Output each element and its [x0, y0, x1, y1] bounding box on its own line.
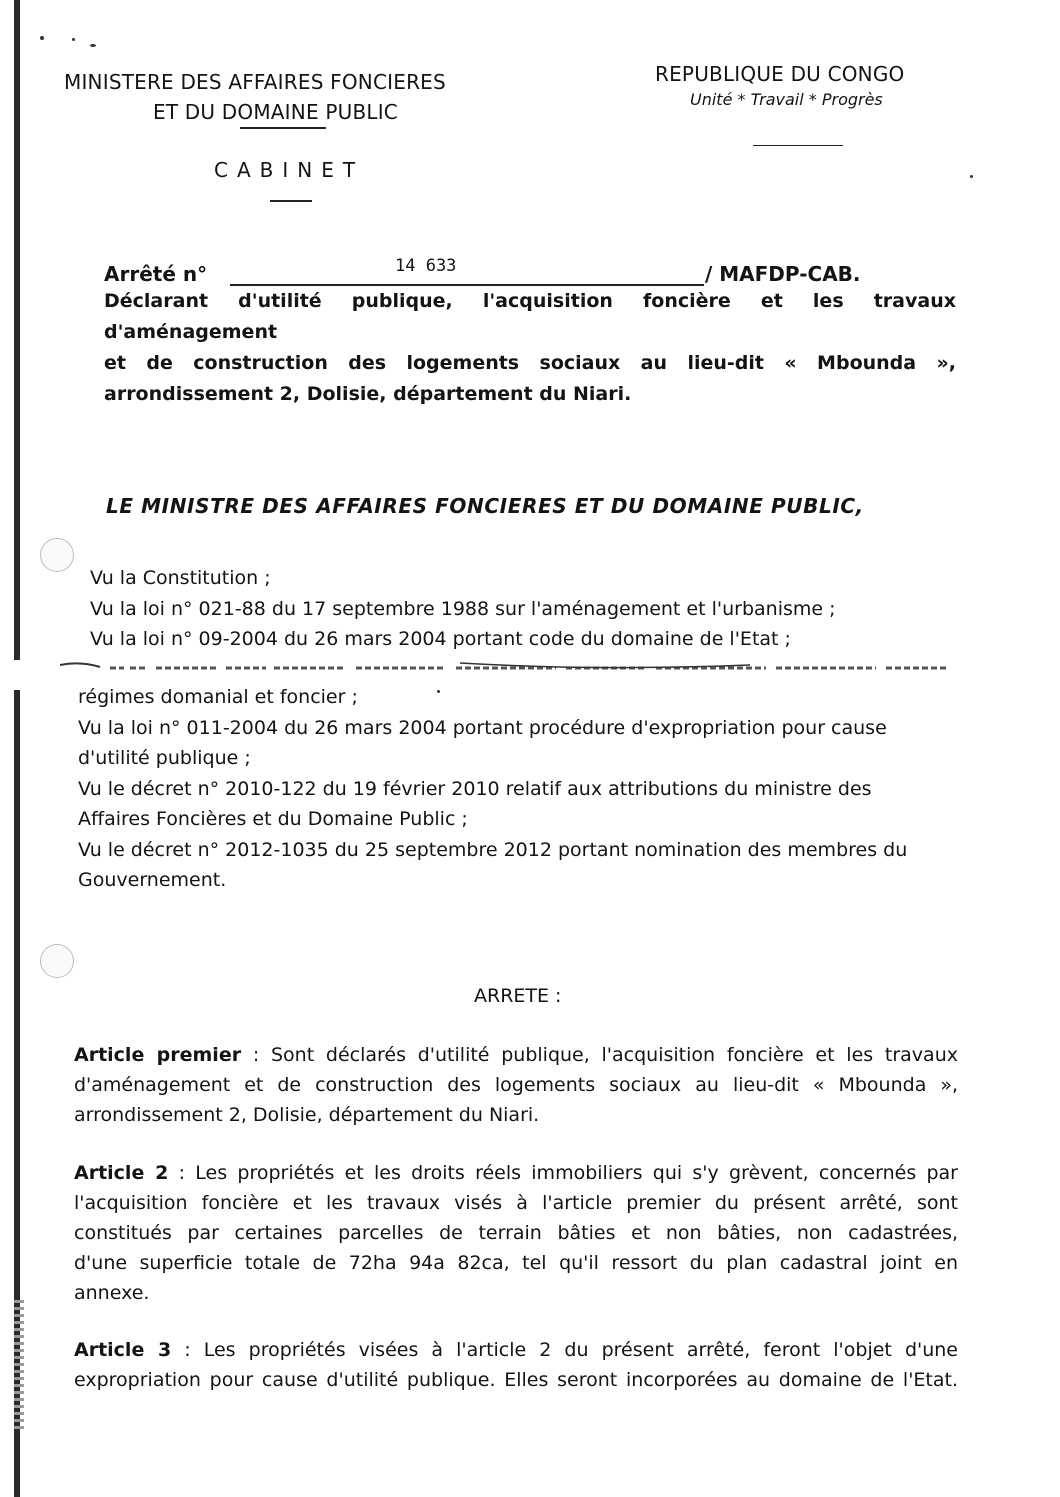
national-motto: Unité * Travail * Progrès [690, 90, 883, 109]
ministry-line-2: ET DU DOMAINE PUBLIC [153, 100, 398, 124]
punch-hole-bottom [40, 944, 74, 978]
consideration-line: d'utilité publique ; [78, 747, 251, 769]
punch-hole-top [40, 538, 74, 572]
consideration-line: régimes domanial et foncier ; [78, 686, 358, 708]
scan-speck [970, 175, 973, 178]
article-line: Article 3 : Les propriétés visées à l'article 2 du présent arrêté, feront l'objet d'une [74, 1339, 958, 1361]
consideration-line: Vu le décret n° 2010-122 du 19 février 2010 relatif aux attributions du ministre des [78, 777, 872, 800]
scan-speck [40, 36, 44, 40]
scan-edge-dots [14, 1300, 24, 1430]
consideration-line: Vu la loi n° 011-2004 du 26 mars 2004 portant procédure d'expropriation pour cause [78, 716, 887, 739]
cabinet-label: CABINET [214, 158, 365, 182]
article-2 [74, 1158, 958, 1308]
decree-title-line: arrondissement 2, Dolisie, département du Niari. [104, 383, 632, 405]
article-line: annexe. [74, 1282, 150, 1304]
article-line: expropriation pour cause d'utilité publique. Elles seront incorporées au domaine de l'Etat. [74, 1369, 958, 1391]
scan-edge-gap [14, 660, 20, 690]
struck-line-fragment [60, 658, 960, 672]
consideration-line: Vu la Constitution ; [90, 567, 271, 589]
article-line: arrondissement 2, Dolisie, département du Niari. [74, 1104, 540, 1126]
scan-speck [437, 690, 440, 693]
decree-title [104, 286, 956, 410]
arrete-heading: ARRETE : [474, 985, 562, 1007]
consideration-line: Vu la loi n° 021-88 du 17 septembre 1988 sur l'aménagement et l'urbanisme ; [90, 597, 836, 620]
header-underline [240, 127, 326, 129]
article-label: Article 3 [74, 1339, 172, 1361]
article-line: d'une superficie totale de 72ha 94a 82ca, tel qu'il ressort du plan cadastral joint en [74, 1252, 958, 1274]
article-line: constitués par certaines parcelles de terrain bâties et non bâties, non cadastrées, [74, 1222, 958, 1244]
struck-line-strokes [60, 659, 960, 672]
consideration-line: Gouvernement. [78, 869, 227, 891]
decree-title-line: et de construction des logements sociaux au lieu-dit « Mbounda », [104, 352, 956, 374]
arrete-number: 14 633 [395, 256, 457, 276]
article-line: Article premier : Sont déclarés d'utilité publique, l'acquisition foncière et les travaux [74, 1044, 958, 1066]
scan-speck [72, 38, 75, 41]
article-line: d'aménagement et de construction des logements sociaux au lieu-dit « Mbounda », [74, 1074, 958, 1096]
article-label: Article premier [74, 1044, 242, 1066]
considerations-block-a [90, 563, 836, 655]
decree-title-line: Déclarant d'utilité publique, l'acquisition foncière et les travaux d'aménagement [104, 290, 956, 343]
consideration-line: Affaires Foncières et du Domaine Public ; [78, 808, 468, 830]
consideration-line: Vu le décret n° 2012-1035 du 25 septembre 2012 portant nomination des membres du [78, 838, 908, 861]
scan-speck [90, 44, 96, 47]
arrete-number-label: Arrêté n° [104, 262, 208, 286]
motto-rule [753, 145, 843, 146]
article-line: Article 2 : Les propriétés et les droits réels immobiliers qui s'y grèvent, concernés par [74, 1162, 958, 1184]
republic-title: REPUBLIQUE DU CONGO [655, 62, 905, 86]
article-label: Article 2 [74, 1162, 169, 1184]
article-premier [74, 1040, 958, 1130]
minister-heading: LE MINISTRE DES AFFAIRES FONCIERES ET DU DOMAINE PUBLIC, [106, 494, 864, 518]
ministry-line-1: MINISTERE DES AFFAIRES FONCIERES [64, 70, 446, 94]
scan-edge [14, 0, 20, 1497]
article-3 [74, 1335, 958, 1395]
article-line: l'acquisition foncière et les travaux visés à l'article premier du présent arrêté, sont [74, 1192, 958, 1214]
cabinet-rule [270, 200, 312, 202]
arrete-suffix: / MAFDP-CAB. [705, 262, 861, 286]
consideration-line: Vu la loi n° 09-2004 du 26 mars 2004 portant code du domaine de l'Etat ; [90, 628, 791, 650]
considerations-block-b [78, 682, 907, 896]
